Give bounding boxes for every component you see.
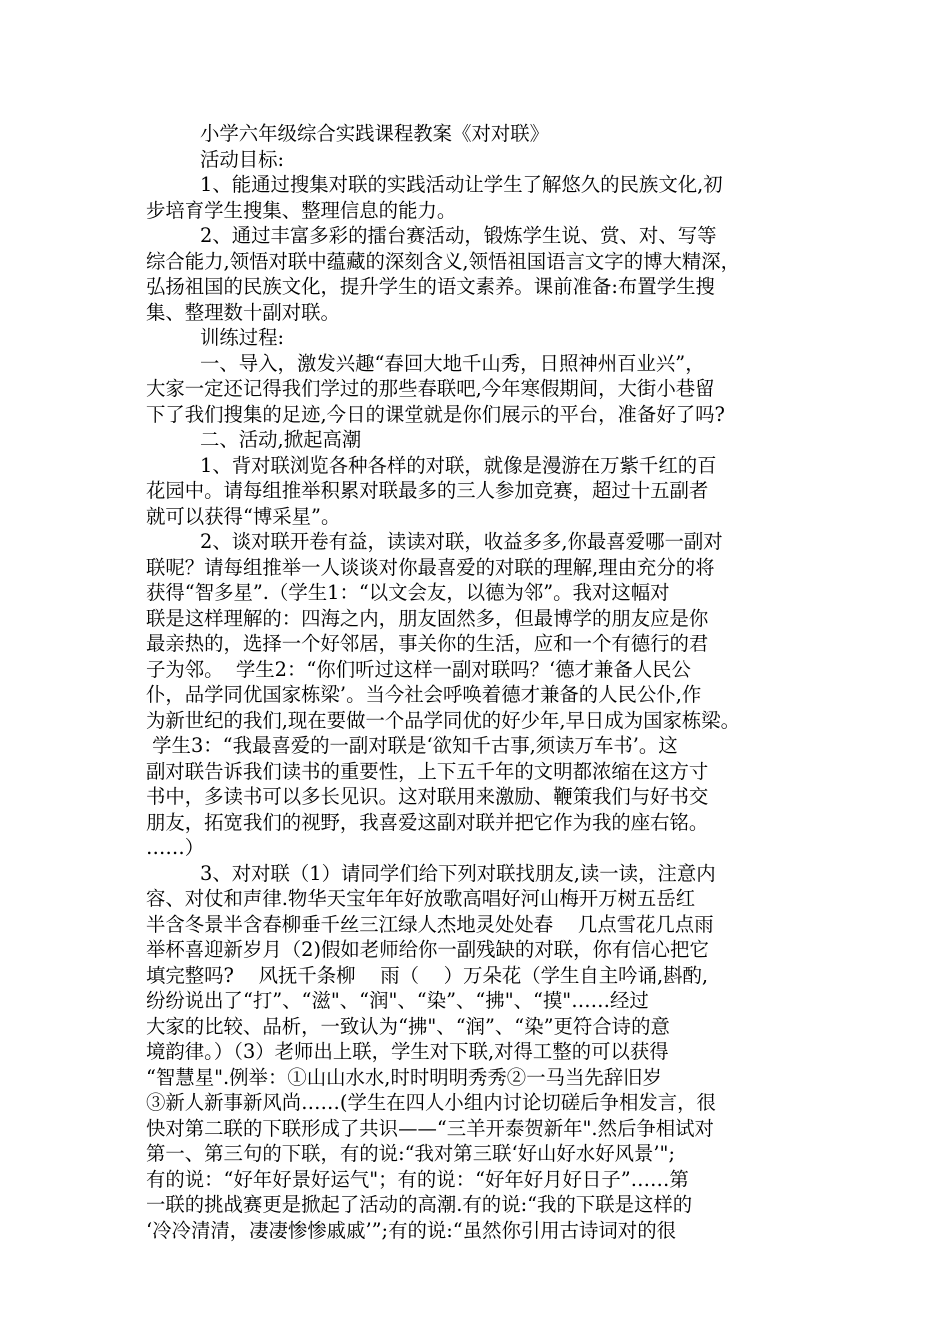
text-line: 为新世纪的我们,现在要做一个品学同优的好少年,早日成为国家栋梁。 <box>146 708 741 732</box>
text-line: 书中，多读书可以多长见识。这对联用来激励、鞭策我们与好书交 <box>146 785 709 808</box>
text-line: 3、对对联（1）请同学们给下列对联找朋友,读一读，注意内 <box>200 861 716 885</box>
text-line: 填完整吗? 风抚千条柳 雨（ ）万朵花（学生自主吟诵,斟酌, <box>146 963 709 987</box>
text-line: 联呢？请每组推举一人谈谈对你最喜爱的对联的理解,理由充分的将 <box>146 555 715 579</box>
text-line: 训练过程: <box>200 326 285 349</box>
text-line: ③新人新事新风尚……(学生在四人小组内讨论切磋后争相发言，很 <box>146 1091 716 1114</box>
text-line: 容、对仗和声律.物华天宝年年好放歌高唱好河山梅开万树五岳红 <box>146 887 696 910</box>
text-line: 1、背对联浏览各种各样的对联，就像是漫游在万紫千红的百 <box>200 453 717 477</box>
text-line: 最亲热的，选择一个好邻居，事关你的生活，应和一个有德行的君 <box>146 632 709 655</box>
text-line: 小学六年级综合实践课程教案《对对联》 <box>200 122 550 145</box>
text-line: 学生3：“我最喜爱的一副对联是‘欲知千古事,须读万车书’。这 <box>146 734 678 757</box>
text-line: 纷纷说出了“打”、“滋"、“润"、“染”、“拂"、“摸"……经过 <box>146 989 649 1012</box>
text-line: ‘冷冷清清，凄凄惨惨戚戚’”;有的说:“虽然你引用古诗词对的很 <box>146 1218 676 1242</box>
text-line: 半含冬景半含春柳垂千丝三江绿人杰地灵处处春 几点雪花几点雨 <box>146 912 714 936</box>
text-line: ……） <box>146 836 205 859</box>
text-line: 联是这样理解的：四海之内，朋友固然多，但最博学的朋友应是你 <box>146 606 709 630</box>
text-line: 二、活动,掀起高潮 <box>200 428 362 451</box>
text-line: 快对第二联的下联形成了共识——“三羊开泰贺新年".然后争相试对 <box>146 1116 714 1140</box>
text-line: 仆，品学同优国家栋梁’。当今社会呼唤着德才兼备的人民公仆,作 <box>146 683 702 706</box>
text-line: 2、谈对联开卷有益，读读对联，收益多多,你最喜爱哪一副对 <box>200 530 723 553</box>
text-line: 子为邻。 学生2：“你们听过这样一副对联吗？‘德才兼备人民公 <box>146 657 691 681</box>
text-line: 1、能通过搜集对联的实践活动让学生了解悠久的民族文化,初 <box>200 173 723 196</box>
text-line: 集、整理数十副对联。 <box>146 300 340 324</box>
text-line: 花园中。请每组推举积累对联最多的三人参加竞赛，超过十五副者 <box>146 479 709 502</box>
text-line: 副对联告诉我们读书的重要性，上下五千年的文明都浓缩在这方寸 <box>146 759 709 783</box>
text-line: 获得“智多星”.（学生1：“以文会友，以德为邻”。我对这幅对 <box>146 581 670 604</box>
text-line: 大家的比较、品析，一致认为“拂"、“润”、“染”更符合诗的意 <box>146 1014 670 1038</box>
text-line: 第一、第三句的下联，有的说:“我对第三联‘好山好水好风景’"; <box>146 1142 675 1165</box>
text-line: 朋友，拓宽我们的视野，我喜爱这副对联并把它作为我的座右铭。 <box>146 810 709 834</box>
text-line: 一联的挑战赛更是掀起了活动的高潮.有的说:“我的下联是这样的 <box>146 1193 693 1216</box>
text-line: 综合能力,领悟对联中蕴藏的深刻含义,领悟祖国语言文字的博大精深， <box>146 249 741 273</box>
text-line: 一、导入，激发兴趣“春回大地千山秀，日照神州百业兴”， <box>200 351 705 375</box>
text-line: 弘扬祖国的民族文化，提升学生的语文素养。课前准备:布置学生搜 <box>146 275 715 298</box>
text-line: 境韵律。）（3）老师出上联，学生对下联,对得工整的可以获得 <box>146 1040 669 1063</box>
text-line: 举杯喜迎新岁月（2)假如老师给你一副残缺的对联，你有信心把它 <box>146 938 709 961</box>
text-line: 下了我们搜集的足迹,今日的课堂就是你们展示的平台，准备好了吗? <box>146 402 725 426</box>
text-line: 有的说：“好年好景好运气"；有的说：“好年好月好日子”……第 <box>146 1167 689 1191</box>
text-line: 就可以获得“博采星”。 <box>146 504 341 528</box>
text-line: 2、通过丰富多彩的擂台赛活动，锻炼学生说、赏、对、写等 <box>200 224 717 247</box>
text-line: 大家一定还记得我们学过的那些春联吧,今年寒假期间，大街小巷留 <box>146 377 715 400</box>
document-body <box>146 121 822 1243</box>
text-line: 步培育学生搜集、整理信息的能力。 <box>146 198 457 222</box>
text-line: “智慧星".例举：①山山水水,时时明明秀秀②一马当先辞旧岁 <box>146 1065 662 1089</box>
text-line: 活动目标: <box>200 147 285 171</box>
